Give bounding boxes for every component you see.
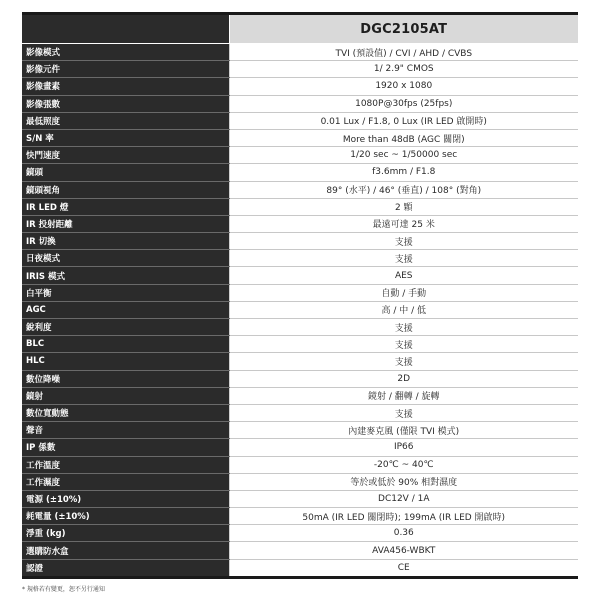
spec-label: IP 係數	[22, 439, 229, 456]
spec-label: IR 投射距離	[22, 215, 229, 232]
spec-label: 鏡頭	[22, 164, 229, 181]
spec-row	[22, 44, 578, 61]
spec-row	[22, 215, 578, 232]
spec-row	[22, 233, 578, 250]
spec-label: 選購防水盒	[22, 542, 229, 559]
spec-row	[22, 95, 578, 112]
spec-value: CE	[229, 559, 578, 577]
spec-row	[22, 490, 578, 507]
spec-label: 白平衡	[22, 284, 229, 301]
spec-label: 鏡頭視角	[22, 181, 229, 198]
spec-table	[22, 12, 578, 579]
spec-row	[22, 404, 578, 421]
model-name-header: DGC2105AT	[229, 14, 578, 44]
spec-row	[22, 181, 578, 198]
spec-label: 快門速度	[22, 147, 229, 164]
spec-row	[22, 456, 578, 473]
spec-label: 聲音	[22, 422, 229, 439]
spec-row	[22, 508, 578, 525]
spec-row	[22, 147, 578, 164]
spec-row	[22, 387, 578, 404]
spec-value: TVI (預設值) / CVI / AHD / CVBS	[229, 44, 578, 61]
spec-value: 0.36	[229, 525, 578, 542]
spec-label: 數位寬動態	[22, 404, 229, 421]
spec-label: IRIS 模式	[22, 267, 229, 284]
spec-value: 1080P@30fps (25fps)	[229, 95, 578, 112]
spec-value: 0.01 Lux / F1.8, 0 Lux (IR LED 啟開時)	[229, 112, 578, 129]
spec-label: 電源 (±10%)	[22, 490, 229, 507]
spec-label: 耗電量 (±10%)	[22, 508, 229, 525]
spec-value: AVA456-WBKT	[229, 542, 578, 559]
spec-label: HLC	[22, 353, 229, 370]
spec-row	[22, 129, 578, 146]
spec-value: 2 顆	[229, 198, 578, 215]
spec-value: IP66	[229, 439, 578, 456]
spec-row	[22, 198, 578, 215]
spec-row	[22, 267, 578, 284]
spec-value: 支援	[229, 353, 578, 370]
spec-value: 2D	[229, 370, 578, 387]
spec-row	[22, 61, 578, 78]
spec-label: 影像張數	[22, 95, 229, 112]
spec-row	[22, 78, 578, 95]
spec-row	[22, 422, 578, 439]
spec-row	[22, 439, 578, 456]
spec-value: 1920 x 1080	[229, 78, 578, 95]
spec-value: 支援	[229, 404, 578, 421]
spec-label: 工作濕度	[22, 473, 229, 490]
header-corner-cell	[22, 14, 229, 44]
spec-value: 1/ 2.9" CMOS	[229, 61, 578, 78]
spec-rows	[22, 44, 578, 578]
spec-label: 影像元件	[22, 61, 229, 78]
spec-value: -20℃ ~ 40℃	[229, 456, 578, 473]
spec-value: 50mA (IR LED 關閉時); 199mA (IR LED 開啟時)	[229, 508, 578, 525]
spec-value: 最遠可達 25 米	[229, 215, 578, 232]
spec-row	[22, 284, 578, 301]
spec-label: 日夜模式	[22, 250, 229, 267]
spec-label: 認證	[22, 559, 229, 577]
spec-value: AES	[229, 267, 578, 284]
spec-row	[22, 542, 578, 559]
spec-value: 等於或低於 90% 相對濕度	[229, 473, 578, 490]
spec-row	[22, 164, 578, 181]
spec-value: 1/20 sec ~ 1/50000 sec	[229, 147, 578, 164]
spec-row	[22, 353, 578, 370]
header-row	[22, 14, 578, 44]
spec-row	[22, 112, 578, 129]
spec-value: 支援	[229, 250, 578, 267]
spec-row	[22, 336, 578, 353]
spec-value: 支援	[229, 233, 578, 250]
spec-value: 自動 / 手動	[229, 284, 578, 301]
spec-label: 銳利度	[22, 319, 229, 336]
spec-label: IR LED 燈	[22, 198, 229, 215]
spec-label: IR 切換	[22, 233, 229, 250]
spec-row	[22, 559, 578, 577]
spec-label: S/N 率	[22, 129, 229, 146]
spec-label: 數位降噪	[22, 370, 229, 387]
spec-value: 鏡射 / 翻轉 / 旋轉	[229, 387, 578, 404]
spec-label: 工作溫度	[22, 456, 229, 473]
spec-label: 淨重 (kg)	[22, 525, 229, 542]
spec-row	[22, 250, 578, 267]
spec-label: BLC	[22, 336, 229, 353]
spec-value: 內建麥克風 (僅限 TVI 模式)	[229, 422, 578, 439]
footnote: * 規格若有變更，恕不另行通知	[22, 586, 105, 593]
spec-label: 最低照度	[22, 112, 229, 129]
spec-value: 支援	[229, 319, 578, 336]
spec-row	[22, 473, 578, 490]
spec-row	[22, 525, 578, 542]
spec-row	[22, 301, 578, 318]
spec-label: 影像模式	[22, 44, 229, 61]
spec-value: 89° (水平) / 46° (垂直) / 108° (對角)	[229, 181, 578, 198]
spec-row	[22, 319, 578, 336]
spec-value: DC12V / 1A	[229, 490, 578, 507]
spec-value: 高 / 中 / 低	[229, 301, 578, 318]
spec-row	[22, 370, 578, 387]
spec-value: 支援	[229, 336, 578, 353]
spec-label: 鏡射	[22, 387, 229, 404]
spec-label: 影像畫素	[22, 78, 229, 95]
spec-value: More than 48dB (AGC 關閉)	[229, 129, 578, 146]
spec-value: f3.6mm / F1.8	[229, 164, 578, 181]
spec-label: AGC	[22, 301, 229, 318]
